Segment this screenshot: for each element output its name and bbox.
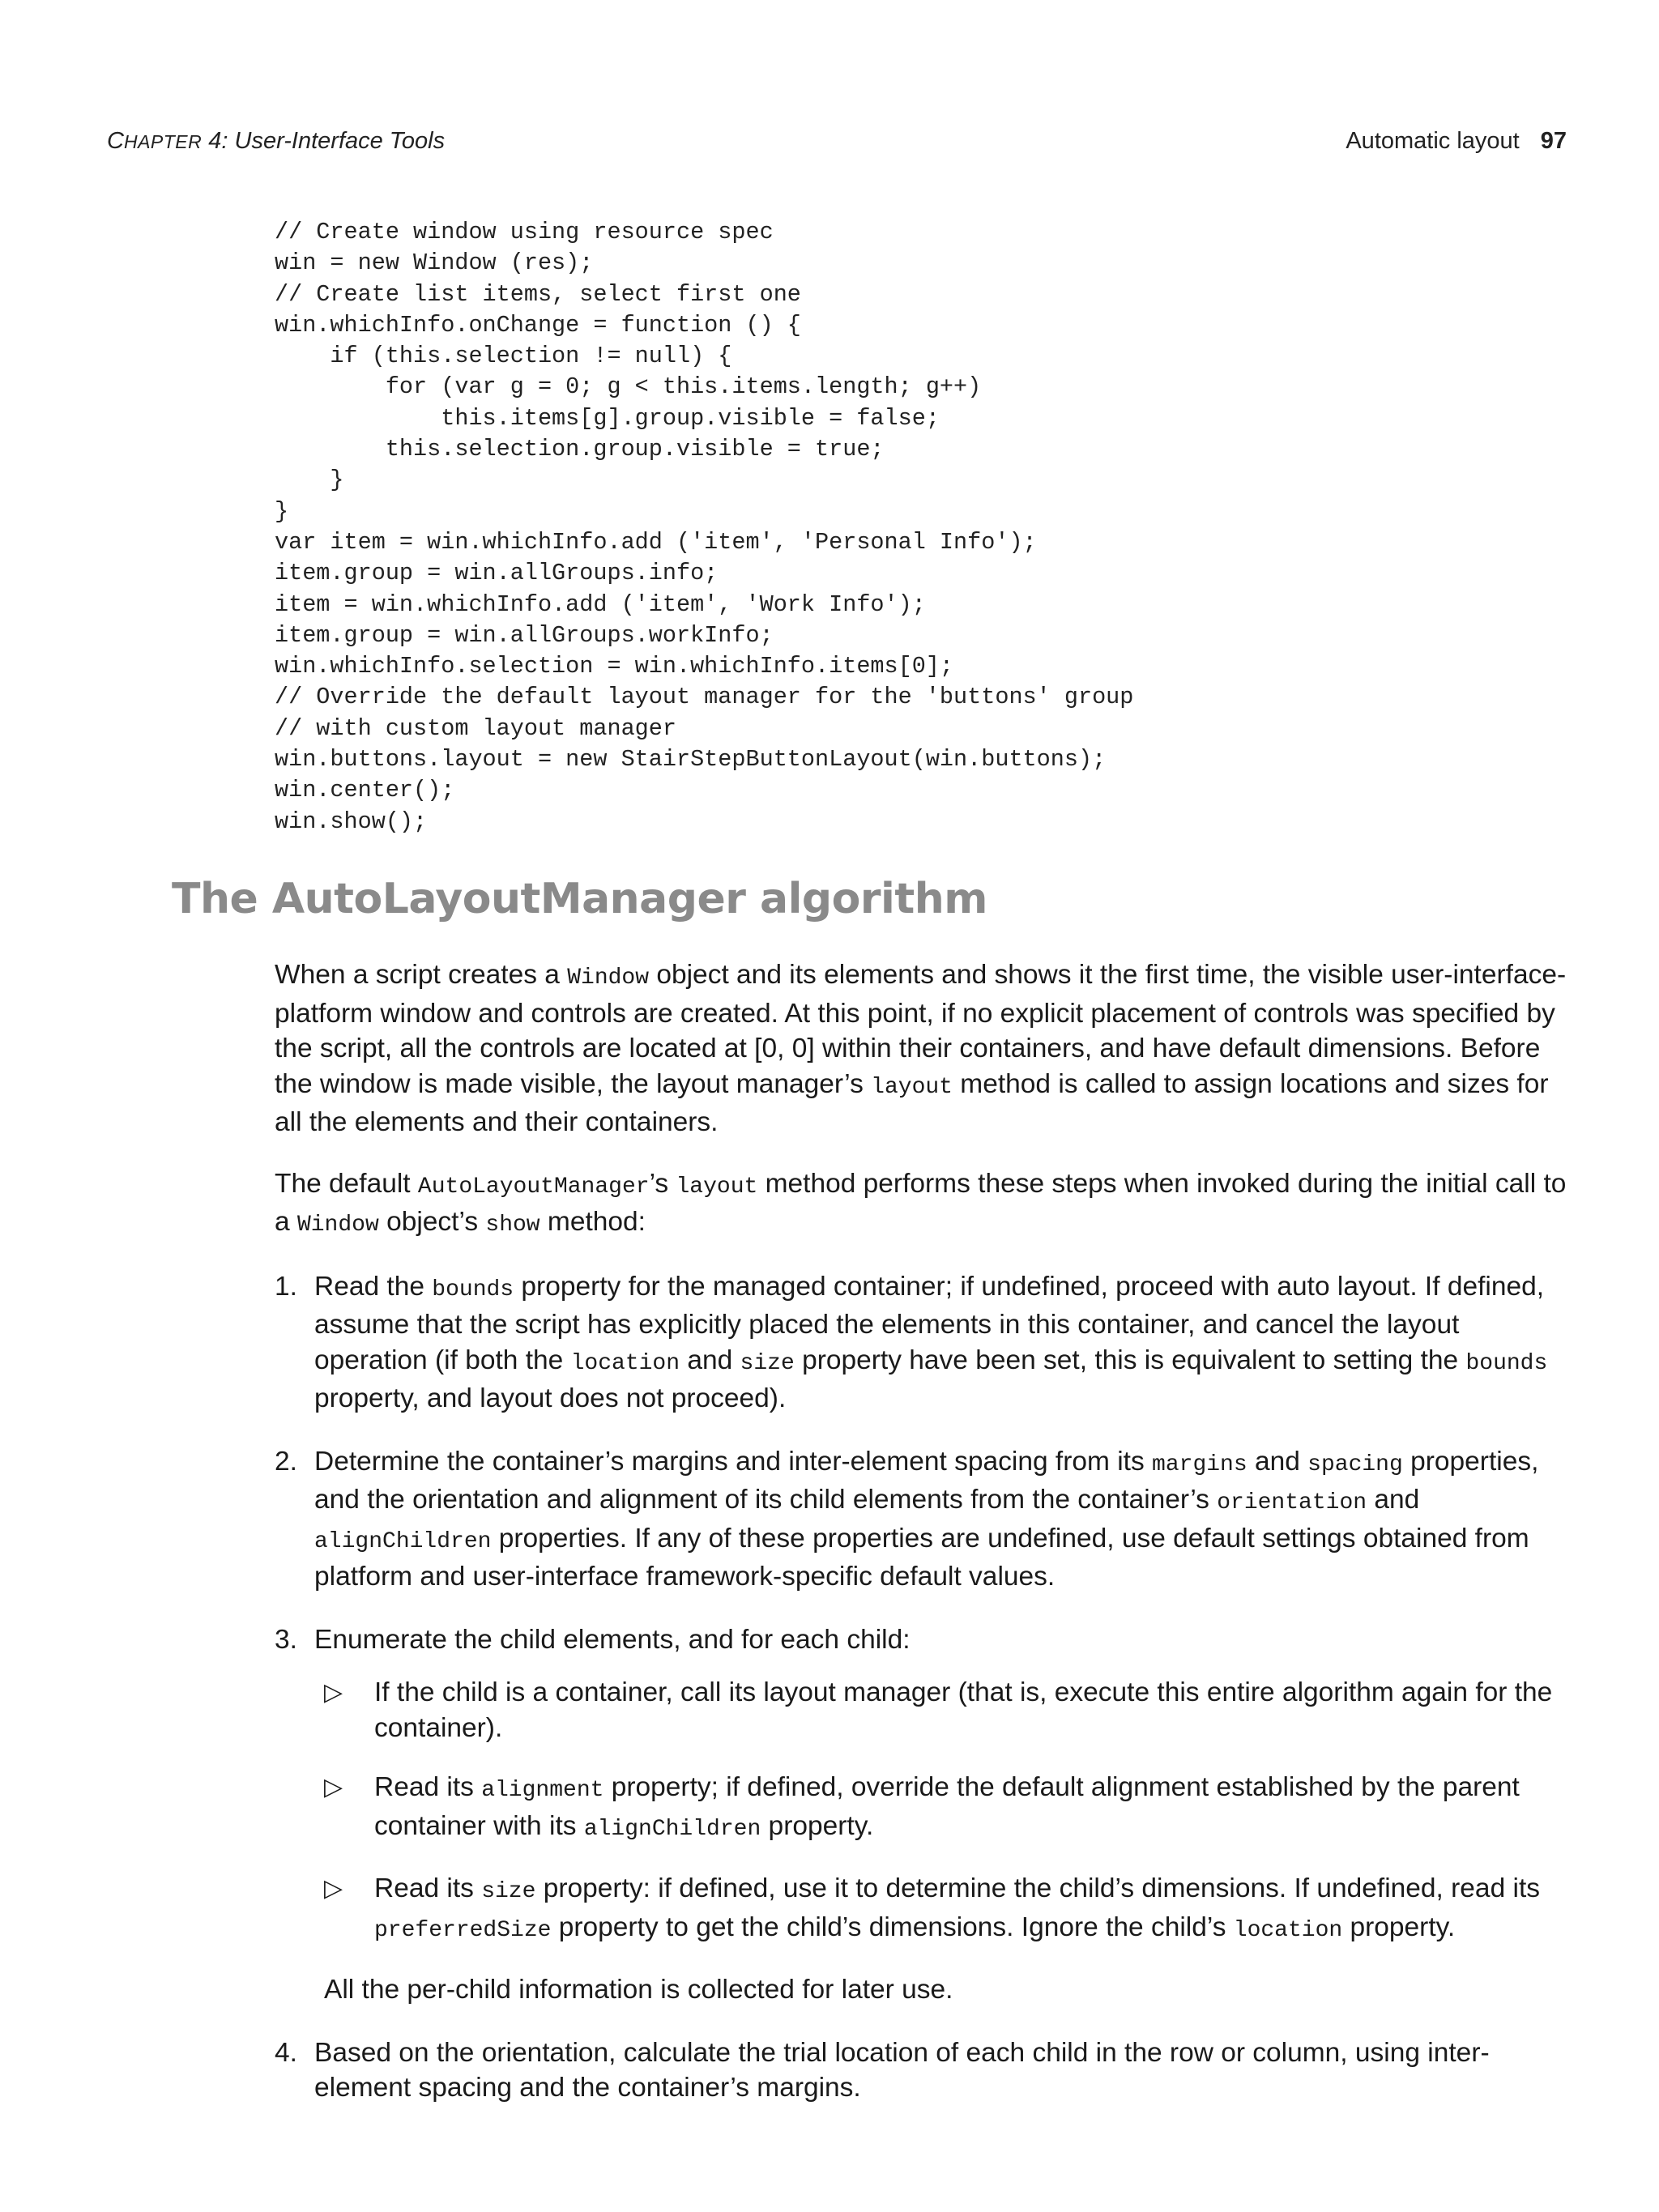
code-term: Window xyxy=(567,965,650,991)
paragraph-intro xyxy=(275,957,1575,1140)
code-line: win.whichInfo.onChange = function () { xyxy=(275,311,801,339)
sub-step-item xyxy=(314,1770,1575,1847)
code-term: size xyxy=(481,1879,536,1904)
code-listing xyxy=(275,217,1133,837)
code-term: AutoLayoutManager xyxy=(417,1174,650,1200)
step-item xyxy=(275,2035,1575,2106)
running-header-chapter xyxy=(107,128,445,155)
code-line: var item = win.whichInfo.add ('item', 'Personal Info'); xyxy=(275,528,1037,556)
code-line: item.group = win.allGroups.workInfo; xyxy=(275,621,774,649)
chapter-label-rest: HAPTER xyxy=(123,131,203,152)
code-term: margins xyxy=(1152,1451,1247,1477)
text-run: property, and layout does not proceed). xyxy=(314,1383,787,1413)
paragraph-steps-intro xyxy=(275,1166,1575,1243)
code-term: location xyxy=(570,1350,680,1376)
section-running-title: Automatic layout xyxy=(1346,128,1520,154)
code-line: this.selection.group.visible = true; xyxy=(385,436,885,463)
code-term: preferredSize xyxy=(374,1917,552,1943)
code-line: this.items[g].group.visible = false; xyxy=(441,404,940,432)
code-term: bounds xyxy=(1465,1350,1548,1376)
code-line: // Create list items, select first one xyxy=(275,280,801,308)
code-line: win.center(); xyxy=(275,777,455,804)
text-run: property. xyxy=(761,1810,874,1841)
text-run: method performs these steps when invoked during the initial call to a xyxy=(275,1168,1567,1237)
code-line: item = win.whichInfo.add ('item', 'Work Info'); xyxy=(275,590,926,618)
text-run: properties, and the orientation and alignment of its child elements from the container’s xyxy=(314,1446,1539,1515)
step-item xyxy=(275,1269,1575,1417)
text-run: When a script creates a xyxy=(275,960,568,990)
code-line: } xyxy=(275,497,289,525)
step-number: 4. xyxy=(275,2037,297,2068)
code-term: location xyxy=(1233,1917,1343,1943)
text-run: If the child is a container, call its layout manager (that is, execute this entire algorithm again for the container). xyxy=(374,1677,1553,1743)
code-line: if (this.selection != null) { xyxy=(330,343,732,370)
step-number: 2. xyxy=(275,1446,297,1477)
page-number: 97 xyxy=(1540,128,1567,154)
text-run: Read its xyxy=(374,1873,482,1903)
code-line: win.whichInfo.selection = win.whichInfo.items[0]; xyxy=(275,653,954,680)
code-term: show xyxy=(485,1213,540,1238)
code-term: alignChildren xyxy=(314,1528,492,1554)
code-line: for (var g = 0; g < this.items.length; g++) xyxy=(385,373,982,401)
code-term: alignChildren xyxy=(583,1816,761,1842)
code-line: // Create window using resource spec xyxy=(275,219,774,245)
running-header-section xyxy=(1346,128,1567,155)
text-run: property. xyxy=(1342,1912,1456,1942)
code-line: win.buttons.layout = new StairStepButtonLayout(win.buttons); xyxy=(275,746,1107,774)
code-term: alignment xyxy=(481,1778,604,1803)
code-line: } xyxy=(330,467,344,494)
code-line: win = new Window (res); xyxy=(275,249,594,277)
code-term: Window xyxy=(296,1213,379,1238)
body-text xyxy=(275,957,1575,2133)
triangle-bullet-icon: ▷ xyxy=(324,1679,343,1706)
triangle-bullet-icon: ▷ xyxy=(324,1875,343,1902)
code-term: orientation xyxy=(1217,1490,1367,1515)
code-term: bounds xyxy=(432,1276,514,1302)
text-run: property have been set, this is equivalent to setting the xyxy=(794,1345,1466,1375)
text-run: Read its xyxy=(374,1772,482,1802)
text-run: method is called to assign locations and sizes for all the elements and their containers. xyxy=(275,1068,1549,1137)
text-run: Based on the orientation, calculate the trial location of each child in the row or column, using inter-element spacing and the container’s margins. xyxy=(314,2037,1490,2103)
code-line: // Override the default layout manager for the 'buttons' group xyxy=(275,684,1134,711)
chapter-label-initial: C xyxy=(107,128,124,154)
algorithm-steps xyxy=(275,1269,1575,2106)
code-term: spacing xyxy=(1307,1451,1403,1477)
sub-step-item xyxy=(314,1871,1575,1948)
text-run: method: xyxy=(539,1207,646,1237)
sub-step-item xyxy=(314,1675,1575,1745)
text-run: and xyxy=(1247,1446,1308,1477)
code-line: item.group = win.allGroups.info; xyxy=(275,560,719,587)
code-term: layout xyxy=(676,1174,758,1200)
step-item xyxy=(275,1622,1575,2008)
text-run: properties. If any of these properties are undefined, use default settings obtained from platform and user-interface framework-specific default values. xyxy=(314,1523,1529,1592)
text-run: Enumerate the child elements, and for each child: xyxy=(314,1624,911,1655)
text-run: and xyxy=(1367,1485,1420,1515)
code-term: size xyxy=(740,1350,795,1376)
text-run: property for the managed container; if undefined, proceed with auto layout. If defined, assume that the script has explicitly placed the elements in this container, and cancel the layout operation (if both the xyxy=(314,1271,1545,1375)
code-line: win.show(); xyxy=(275,808,428,835)
section-heading: The AutoLayoutManager algorithm xyxy=(172,875,987,923)
text-run: and xyxy=(680,1345,740,1375)
text-run: Read the xyxy=(314,1271,433,1302)
code-line: // with custom layout manager xyxy=(275,714,676,742)
text-run: The default xyxy=(275,1168,418,1199)
step-number: 3. xyxy=(275,1624,297,1655)
step-item xyxy=(275,1444,1575,1595)
code-term: layout xyxy=(871,1074,953,1100)
step-number: 1. xyxy=(275,1271,297,1302)
triangle-bullet-icon: ▷ xyxy=(324,1774,343,1801)
text-run: property: if defined, use it to determine the child’s dimensions. If undefined, read its xyxy=(535,1873,1541,1903)
text-run: Determine the container’s margins and inter-element spacing from its xyxy=(314,1446,1153,1477)
text-run: property; if defined, override the default alignment established by the parent container with its xyxy=(374,1772,1520,1841)
text-run: property to get the child’s dimensions. Ignore the child’s xyxy=(551,1912,1234,1942)
sub-steps-note: All the per-child information is collected for later use. xyxy=(324,1975,953,2005)
sub-steps xyxy=(314,1675,1575,1948)
chapter-title: 4: User-Interface Tools xyxy=(202,128,446,154)
text-run: object’s xyxy=(378,1207,486,1237)
text-run: object and its elements and shows it the first time, the visible user-interface-platform window and controls are created. At this point, if no explicit placement of controls was specified by the script, all the controls are located at [0, 0] within their containers, and have default dimensions. Before the window is made visible, the layout manager’s xyxy=(275,960,1567,1099)
text-run: ’s xyxy=(649,1168,676,1199)
